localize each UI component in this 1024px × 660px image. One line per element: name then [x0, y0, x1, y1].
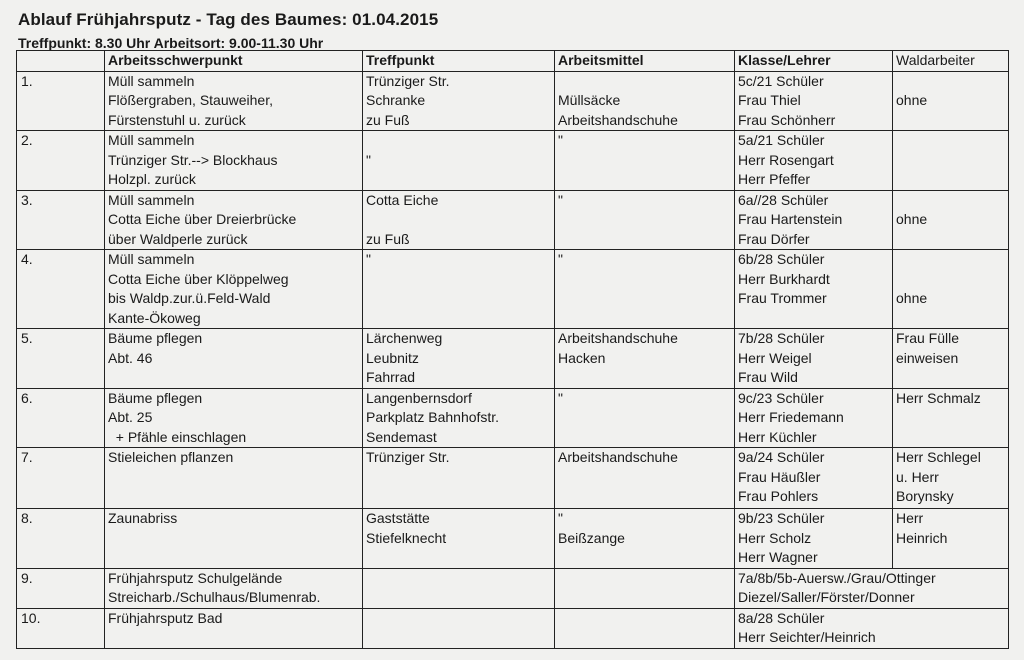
header-waldarbeiter: Waldarbeiter: [893, 51, 1009, 72]
row-number: 7.: [17, 448, 105, 509]
cell-arbeitsmittel: [555, 509, 735, 569]
cell-treffpunkt-line: [366, 609, 551, 629]
cell-treffpunkt: [363, 250, 555, 329]
header-arbeitsschwerpunkt: Arbeitsschwerpunkt: [105, 51, 363, 72]
cell-arbeitsmittel-line: ": [558, 510, 563, 526]
cell-arbeitsschwerpunkt-line: + Pfähle einschlagen: [108, 428, 247, 445]
cell-arbeitsschwerpunkt-line: [108, 529, 359, 549]
cell-arbeitsmittel: [555, 388, 735, 448]
cell-arbeitsmittel-line: ": [558, 251, 563, 267]
cell-arbeitsmittel-line: [558, 230, 731, 250]
cell-waldarbeiter-line: Borynsky: [896, 488, 954, 504]
cell-waldarbeiter-line: [896, 131, 1005, 151]
cell-treffpunkt-line: [366, 548, 551, 568]
cell-arbeitsmittel-line: ": [558, 132, 563, 148]
row-number: 4.: [17, 250, 105, 329]
schedule-table: [16, 50, 1009, 649]
cell-arbeitsschwerpunkt-line: Bäume pflegen: [108, 389, 203, 406]
cell-treffpunkt-line: ": [366, 151, 371, 168]
cell-waldarbeiter: [893, 190, 1009, 250]
cell-waldarbeiter-line: [896, 151, 1005, 171]
cell-arbeitsmittel-line: [558, 428, 731, 448]
document-subtitle: Treffpunkt: 8.30 Uhr Arbeitsort: 9.00-11.30 Uhr: [18, 35, 324, 51]
row-number: 2.: [17, 131, 105, 191]
table-row: [17, 568, 1009, 608]
cell-waldarbeiter: [893, 131, 1009, 191]
cell-treffpunkt: [363, 71, 555, 131]
cell-treffpunkt: [363, 608, 555, 648]
cell-arbeitsmittel-line: [558, 628, 731, 648]
cell-klasse-lehrer-waldarbeiter-line: 8a/28 Schüler: [738, 609, 825, 626]
row-number: 5.: [17, 329, 105, 389]
cell-arbeitsmittel-line: [558, 588, 731, 608]
cell-klasse-lehrer: [735, 131, 893, 191]
cell-arbeitsmittel-line: [558, 72, 731, 92]
cell-arbeitsschwerpunkt-line: [108, 468, 359, 488]
cell-klasse-lehrer-line: Frau Dörfer: [738, 230, 810, 247]
cell-treffpunkt: [363, 448, 555, 509]
cell-waldarbeiter-line: [896, 230, 1005, 250]
cell-klasse-lehrer-line: 9b/23 Schüler: [738, 510, 825, 526]
cell-arbeitsmittel-line: Arbeitshandschuhe: [558, 111, 678, 128]
table-row: [17, 608, 1009, 648]
cell-klasse-lehrer-line: 6b/28 Schüler: [738, 251, 825, 267]
cell-waldarbeiter-line: [896, 270, 1005, 290]
row-number: 1.: [17, 71, 105, 131]
cell-arbeitsmittel-line: Arbeitshandschuhe: [558, 449, 678, 465]
cell-arbeitsmittel-line: [558, 270, 731, 290]
cell-waldarbeiter: [893, 509, 1009, 569]
table-row: [17, 190, 1009, 250]
cell-arbeitsmittel-line: Hacken: [558, 349, 606, 366]
cell-treffpunkt-line: Lärchenweg: [366, 330, 443, 346]
cell-arbeitsschwerpunkt-line: Streicharb./Schulhaus/Blumenrab.: [108, 589, 321, 605]
cell-waldarbeiter-line: Herr Schmalz: [896, 389, 981, 406]
cell-treffpunkt-line: [366, 487, 551, 507]
cell-klasse-lehrer: [735, 509, 893, 569]
document-title: Ablauf Frühjahrsputz - Tag des Baumes: 01.04.2015: [18, 10, 439, 29]
row-number: 3.: [17, 190, 105, 250]
cell-arbeitsmittel-line: [558, 368, 731, 388]
cell-arbeitsschwerpunkt: [105, 71, 363, 131]
cell-waldarbeiter: [893, 388, 1009, 448]
cell-waldarbeiter: [893, 250, 1009, 329]
cell-klasse-lehrer-line: Frau Trommer: [738, 290, 827, 306]
cell-arbeitsschwerpunkt-line: [108, 548, 359, 568]
cell-klasse-lehrer-line: Herr Küchler: [738, 428, 817, 445]
cell-arbeitsschwerpunkt-line: Flößergraben, Stauweiher,: [108, 92, 273, 108]
cell-treffpunkt: [363, 131, 555, 191]
cell-arbeitsmittel: [555, 250, 735, 329]
cell-waldarbeiter-line: Heinrich: [896, 529, 948, 546]
cell-klasse-lehrer: [735, 190, 893, 250]
table-header-row: [17, 51, 1009, 72]
header-treffpunkt: Treffpunkt: [363, 51, 555, 72]
cell-waldarbeiter-line: [896, 428, 1005, 448]
cell-treffpunkt-line: Schranke: [366, 92, 426, 108]
cell-arbeitsschwerpunkt-line: Müll sammeln: [108, 132, 195, 148]
cell-arbeitsmittel-line: [558, 151, 731, 171]
cell-arbeitsschwerpunkt: [105, 448, 363, 509]
row-number: 8.: [17, 509, 105, 569]
cell-treffpunkt: [363, 388, 555, 448]
cell-arbeitsmittel-line: [558, 468, 731, 488]
cell-waldarbeiter-line: [896, 72, 1005, 92]
cell-waldarbeiter-line: [896, 170, 1005, 190]
cell-waldarbeiter-line: [896, 408, 1005, 428]
cell-waldarbeiter-line: Frau Fülle: [896, 330, 960, 346]
cell-waldarbeiter-line: ohne: [896, 290, 928, 306]
cell-treffpunkt-line: [366, 270, 551, 290]
cell-klasse-lehrer-line: [738, 309, 889, 329]
cell-arbeitsmittel: [555, 131, 735, 191]
cell-arbeitsmittel-line: [558, 487, 731, 507]
cell-arbeitsschwerpunkt: [105, 250, 363, 329]
cell-treffpunkt-line: zu Fuß: [366, 230, 410, 247]
cell-arbeitsmittel: [555, 608, 735, 648]
cell-arbeitsmittel-line: ": [558, 191, 563, 208]
cell-waldarbeiter-line: [896, 111, 1005, 131]
cell-arbeitsmittel: [555, 329, 735, 389]
cell-klasse-lehrer-line: Herr Burkhardt: [738, 270, 830, 287]
cell-treffpunkt-line: [366, 468, 551, 488]
cell-treffpunkt-line: Fahrrad: [366, 369, 416, 385]
cell-treffpunkt-line: [366, 170, 551, 190]
cell-treffpunkt-line: Langenbernsdorf: [366, 389, 472, 406]
cell-klasse-lehrer-line: Herr Wagner: [738, 549, 818, 565]
cell-treffpunkt-line: Parkplatz Bahnhofstr.: [366, 409, 500, 425]
table-row: [17, 448, 1009, 509]
cell-arbeitsmittel-line: Müllsäcke: [558, 92, 621, 108]
cell-arbeitsschwerpunkt-line: Cotta Eiche über Dreierbrücke: [108, 211, 297, 227]
cell-arbeitsmittel: [555, 71, 735, 131]
cell-arbeitsmittel-line: [558, 309, 731, 329]
cell-arbeitsschwerpunkt: [105, 509, 363, 569]
cell-waldarbeiter: [893, 329, 1009, 389]
cell-treffpunkt-line: ": [366, 251, 371, 267]
cell-klasse-lehrer: [735, 250, 893, 329]
header-nr: [17, 51, 105, 72]
cell-arbeitsmittel-line: [558, 170, 731, 190]
cell-treffpunkt-line: zu Fuß: [366, 111, 410, 128]
cell-waldarbeiter-line: ohne: [896, 92, 928, 108]
row-number: 6.: [17, 388, 105, 448]
cell-klasse-lehrer-waldarbeiter-line: Diezel/Saller/Förster/Donner: [738, 589, 915, 605]
cell-arbeitsschwerpunkt-line: Stieleichen pflanzen: [108, 449, 234, 465]
cell-klasse-lehrer-line: Frau Wild: [738, 369, 798, 385]
cell-arbeitsmittel: [555, 568, 735, 608]
cell-klasse-lehrer-line: 5c/21 Schüler: [738, 72, 824, 89]
cell-waldarbeiter-line: u. Herr: [896, 468, 939, 485]
cell-arbeitsschwerpunkt-line: Bäume pflegen: [108, 330, 203, 346]
cell-klasse-lehrer-line: Herr Friedemann: [738, 409, 844, 425]
cell-arbeitsschwerpunkt-line: Zaunabriss: [108, 510, 178, 526]
cell-waldarbeiter-line: [896, 548, 1005, 568]
cell-klasse-lehrer: [735, 388, 893, 448]
cell-treffpunkt: [363, 190, 555, 250]
cell-treffpunkt-line: [366, 131, 551, 151]
header-klasse-lehrer: Klasse/Lehrer: [735, 51, 893, 72]
cell-waldarbeiter-line: Herr Schlegel: [896, 449, 981, 465]
cell-klasse-lehrer-waldarbeiter-line: 7a/8b/5b-Auersw./Grau/Ottinger: [738, 569, 936, 586]
table-row: [17, 388, 1009, 448]
cell-arbeitsschwerpunkt-line: Trünziger Str.--> Blockhaus: [108, 151, 278, 168]
cell-treffpunkt-line: [366, 289, 551, 309]
row-number: 10.: [17, 608, 105, 648]
cell-klasse-lehrer-line: 6a//28 Schüler: [738, 191, 829, 208]
cell-arbeitsschwerpunkt-line: Frühjahrsputz Bad: [108, 609, 223, 626]
cell-klasse-lehrer-line: 9a/24 Schüler: [738, 449, 825, 465]
table-body: [17, 71, 1009, 648]
cell-arbeitsmittel-line: [558, 210, 731, 230]
cell-arbeitsschwerpunkt-line: Frühjahrsputz Schulgelände: [108, 569, 283, 586]
cell-arbeitsschwerpunkt: [105, 329, 363, 389]
cell-arbeitsschwerpunkt-line: über Waldperle zurück: [108, 230, 248, 247]
cell-arbeitsschwerpunkt-line: Kante-Ökoweg: [108, 309, 201, 326]
cell-waldarbeiter-line: [896, 250, 1005, 270]
cell-klasse-lehrer-line: Herr Weigel: [738, 349, 812, 366]
cell-arbeitsschwerpunkt-line: Fürstenstuhl u. zurück: [108, 111, 246, 128]
cell-klasse-lehrer-line: Frau Hartenstein: [738, 211, 843, 227]
cell-arbeitsschwerpunkt-line: Abt. 25: [108, 409, 153, 425]
cell-waldarbeiter-line: [896, 191, 1005, 211]
row-number: 9.: [17, 568, 105, 608]
cell-arbeitsschwerpunkt: [105, 568, 363, 608]
cell-treffpunkt-line: Trünziger Str.: [366, 449, 450, 465]
cell-klasse-lehrer: [735, 448, 893, 509]
cell-arbeitsschwerpunkt-line: Cotta Eiche über Klöppelweg: [108, 270, 289, 287]
cell-arbeitsmittel-line: ": [558, 389, 563, 406]
cell-treffpunkt-line: [366, 588, 551, 608]
cell-arbeitsschwerpunkt: [105, 131, 363, 191]
cell-klasse-lehrer: [735, 329, 893, 389]
cell-treffpunkt-line: Cotta Eiche: [366, 191, 439, 208]
cell-arbeitsmittel-line: [558, 569, 731, 589]
cell-klasse-lehrer-line: 5a/21 Schüler: [738, 132, 825, 148]
table-row: [17, 71, 1009, 131]
cell-treffpunkt-line: Sendemast: [366, 428, 437, 445]
cell-arbeitsschwerpunkt-line: bis Waldp.zur.ü.Feld-Wald: [108, 290, 271, 306]
table-row: [17, 250, 1009, 329]
cell-arbeitsmittel-line: Arbeitshandschuhe: [558, 330, 678, 346]
cell-klasse-lehrer-waldarbeiter-line: Herr Seichter/Heinrich: [738, 629, 876, 645]
table-row: [17, 509, 1009, 569]
cell-treffpunkt-line: [366, 628, 551, 648]
cell-treffpunkt: [363, 509, 555, 569]
cell-klasse-lehrer-line: 7b/28 Schüler: [738, 330, 825, 346]
cell-arbeitsschwerpunkt-line: Müll sammeln: [108, 251, 195, 267]
cell-waldarbeiter-line: [896, 368, 1005, 388]
cell-waldarbeiter-line: Herr: [896, 510, 924, 526]
cell-arbeitsmittel-line: Beißzange: [558, 529, 625, 546]
cell-treffpunkt-line: Stiefelknecht: [366, 529, 447, 546]
cell-arbeitsmittel-line: [558, 609, 731, 629]
cell-waldarbeiter-line: [896, 309, 1005, 329]
cell-klasse-lehrer-line: Herr Pfeffer: [738, 171, 811, 187]
cell-arbeitsmittel-line: [558, 548, 731, 568]
cell-arbeitsmittel: [555, 448, 735, 509]
table-row: [17, 131, 1009, 191]
cell-klasse-lehrer-line: Frau Schönherr: [738, 111, 836, 128]
cell-klasse-lehrer-line: Frau Pohlers: [738, 488, 819, 504]
cell-arbeitsschwerpunkt: [105, 190, 363, 250]
cell-klasse-lehrer-waldarbeiter: [735, 608, 1009, 648]
cell-treffpunkt-line: Trünziger Str.: [366, 72, 450, 89]
cell-klasse-lehrer-line: Herr Scholz: [738, 529, 812, 546]
cell-treffpunkt: [363, 329, 555, 389]
cell-arbeitsschwerpunkt-line: Müll sammeln: [108, 72, 195, 89]
cell-waldarbeiter-line: einweisen: [896, 349, 959, 366]
cell-waldarbeiter: [893, 71, 1009, 131]
cell-treffpunkt-line: Leubnitz: [366, 349, 419, 366]
cell-arbeitsschwerpunkt-line: Müll sammeln: [108, 191, 195, 208]
header-arbeitsmittel: Arbeitsmittel: [555, 51, 735, 72]
cell-arbeitsschwerpunkt-line: [108, 487, 359, 507]
cell-arbeitsmittel-line: [558, 289, 731, 309]
cell-treffpunkt-line: Gaststätte: [366, 510, 430, 526]
cell-treffpunkt-line: [366, 210, 551, 230]
cell-arbeitsschwerpunkt-line: Abt. 46: [108, 349, 153, 366]
cell-arbeitsmittel: [555, 190, 735, 250]
cell-arbeitsschwerpunkt-line: [108, 628, 359, 648]
cell-treffpunkt-line: [366, 569, 551, 589]
cell-waldarbeiter: [893, 448, 1009, 509]
cell-klasse-lehrer-line: Herr Rosengart: [738, 151, 834, 168]
cell-waldarbeiter-line: ohne: [896, 211, 928, 227]
cell-treffpunkt-line: [366, 309, 551, 329]
cell-arbeitsmittel-line: [558, 408, 731, 428]
table-row: [17, 329, 1009, 389]
cell-arbeitsschwerpunkt: [105, 608, 363, 648]
cell-arbeitsschwerpunkt-line: Holzpl. zurück: [108, 171, 196, 187]
cell-klasse-lehrer: [735, 71, 893, 131]
cell-klasse-lehrer-line: Frau Thiel: [738, 92, 801, 108]
cell-treffpunkt: [363, 568, 555, 608]
cell-arbeitsschwerpunkt: [105, 388, 363, 448]
cell-klasse-lehrer-waldarbeiter: [735, 568, 1009, 608]
cell-klasse-lehrer-line: Frau Häußler: [738, 468, 821, 485]
cell-arbeitsschwerpunkt-line: [108, 368, 359, 388]
cell-klasse-lehrer-line: 9c/23 Schüler: [738, 389, 824, 406]
